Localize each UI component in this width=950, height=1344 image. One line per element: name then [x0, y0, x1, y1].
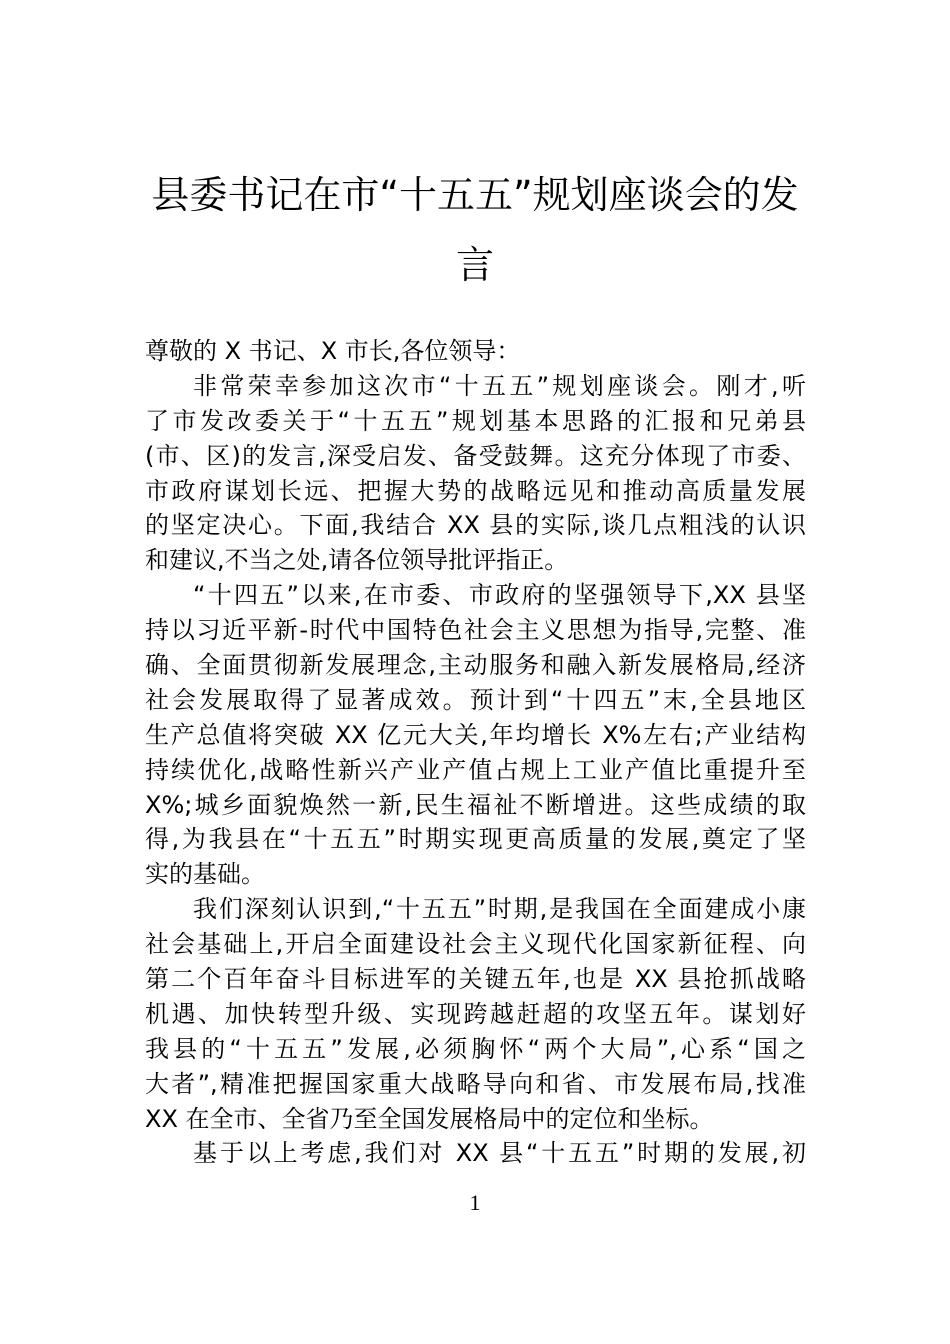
- text-line: 社会基础上,开启全面建设社会主义现代化国家新征程、向: [145, 930, 806, 959]
- text-line: 实的基础。: [145, 860, 265, 889]
- text-line: 我们深刻认识到,“十五五”时期,是我国在全面建成小康: [193, 895, 806, 924]
- text-line: 的坚定决心。下面,我结合 XX 县的实际,谈几点粗浅的认识: [145, 511, 806, 540]
- text-line: 非常荣幸参加这次市“十五五”规划座谈会。刚才,听: [193, 371, 806, 400]
- text-line: XX 在全市、全省乃至全国发展格局中的定位和坐标。: [145, 1104, 714, 1133]
- text-line: 持续优化,战略性新兴产业产值占规上工业产值比重提升至: [145, 755, 806, 784]
- text-line: 我县的“十五五”发展,必须胸怀“两个大局”,心系“国之: [145, 1034, 806, 1063]
- document-body: [145, 334, 806, 1171]
- text-line: X%;城乡面貌焕然一新,民生福祉不断增进。这些成绩的取: [145, 790, 806, 819]
- text-line: 大者”,精准把握国家重大战略导向和省、市发展布局,找准: [145, 1069, 806, 1098]
- text-line: “十四五”以来,在市委、市政府的坚强领导下,XX 县坚: [193, 581, 806, 610]
- text-line: 生产总值将突破 XX 亿元大关,年均增长 X%左右;产业结构: [145, 720, 806, 749]
- text-line: 市政府谋划长远、把握大势的战略远见和推动高质量发展: [145, 476, 806, 505]
- title-line: 言: [455, 243, 494, 287]
- text-line: 基于以上考虑,我们对 XX 县“十五五”时期的发展,初: [193, 1139, 806, 1168]
- title-line: 县委书记在市“十五五”规划座谈会的发: [151, 173, 799, 217]
- text-line: (市、区)的发言,深受启发、备受鼓舞。这充分体现了市委、: [145, 441, 806, 470]
- document-title: [120, 160, 830, 300]
- text-line: 第二个百年奋斗目标进军的关键五年,也是 XX 县抢抓战略: [145, 965, 806, 994]
- text-line: 得,为我县在“十五五”时期实现更高质量的发展,奠定了坚: [145, 825, 806, 854]
- text-line: 尊敬的 X 书记、X 市长,各位领导：: [145, 337, 521, 365]
- text-line: 了市发改委关于“十五五”规划基本思路的汇报和兄弟县: [145, 406, 806, 435]
- page-number: 1: [469, 1190, 481, 1215]
- text-line: 和建议,不当之处,请各位领导批评指正。: [145, 546, 569, 575]
- text-line: 确、全面贯彻新发展理念,主动服务和融入新发展格局,经济: [145, 651, 806, 680]
- text-line: 社会发展取得了显著成效。预计到“十四五”末,全县地区: [145, 685, 806, 714]
- text-line: 持以习近平新-时代中国特色社会主义思想为指导,完整、准: [145, 616, 806, 645]
- text-line: 机遇、加快转型升级、实现跨越赶超的攻坚五年。谋划好: [145, 999, 806, 1028]
